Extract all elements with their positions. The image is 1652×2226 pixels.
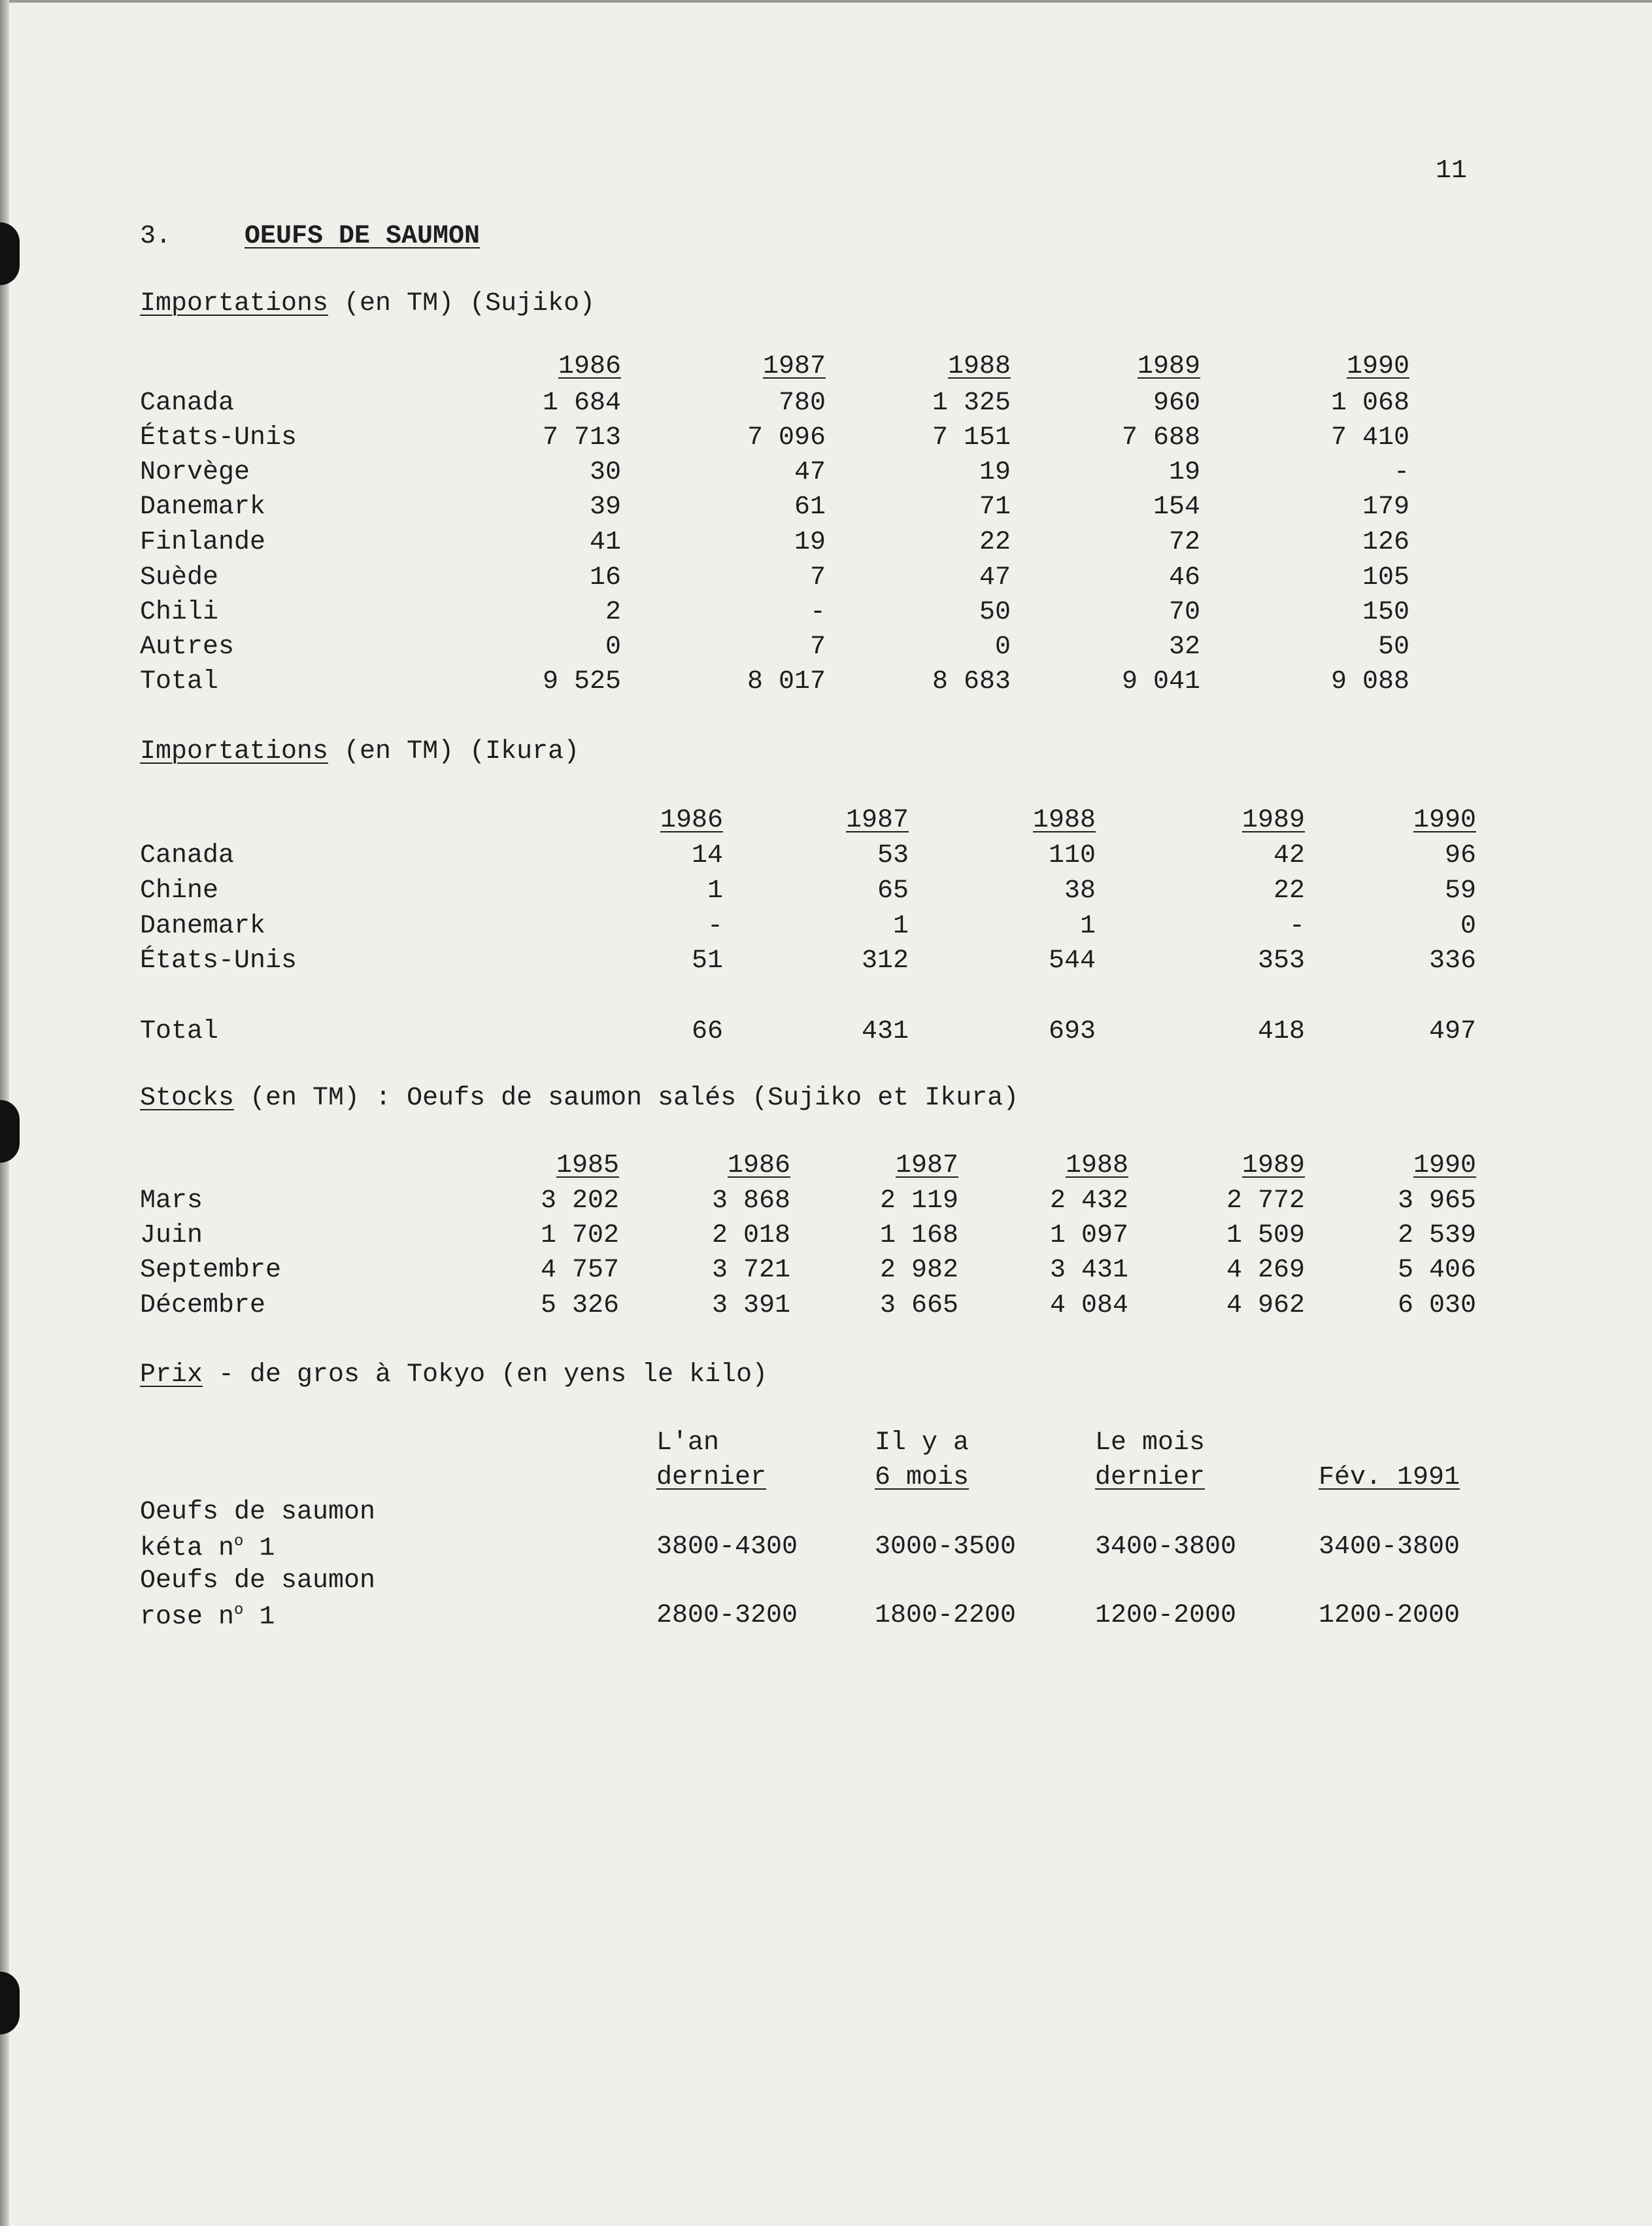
ikura-heading-rest: (en TM) (Ikura): [328, 737, 580, 766]
table-cell: 353: [1257, 946, 1305, 976]
table-cell: 154: [1153, 492, 1200, 522]
table-cell: 71: [979, 492, 1011, 522]
row-label: Chili: [140, 598, 219, 627]
year-header: 1987: [895, 1151, 958, 1180]
table-cell: 8 017: [747, 667, 826, 696]
table-cell: 0: [605, 632, 621, 662]
table-cell: 179: [1362, 492, 1409, 522]
stocks-heading-link: Stocks: [140, 1084, 235, 1113]
year-header: 1988: [1032, 806, 1096, 835]
row-label: Total: [140, 667, 219, 696]
table-cell: 19: [979, 458, 1011, 487]
table-cell: 126: [1362, 528, 1409, 557]
table-cell: 2 772: [1226, 1186, 1305, 1216]
prices-heading: [140, 1362, 767, 1388]
table-cell: 7 688: [1121, 423, 1200, 453]
table-cell: 32: [1168, 632, 1200, 662]
year-header: 1988: [947, 352, 1011, 381]
table-cell: 1 702: [540, 1221, 619, 1250]
row-label: Juin: [140, 1221, 203, 1250]
year-header: 1986: [727, 1151, 790, 1180]
price-row-sublabel-sup: o: [234, 1601, 244, 1619]
price-cell: 3400-3800: [1319, 1532, 1460, 1562]
stocks-heading: [140, 1086, 1019, 1112]
table-cell: 50: [1377, 632, 1409, 662]
year-header: 1990: [1413, 1151, 1476, 1180]
table-cell: -: [1393, 458, 1409, 487]
table-cell: 150: [1362, 598, 1409, 627]
table-cell: -: [707, 912, 723, 941]
year-header: 1990: [1346, 352, 1409, 381]
section-number: 3.: [140, 222, 172, 251]
year-header: 1990: [1413, 806, 1476, 835]
table-cell: 22: [1273, 876, 1305, 906]
punch-hole: [0, 1100, 20, 1163]
table-cell: 72: [1168, 528, 1200, 557]
table-cell: 3 391: [711, 1291, 790, 1320]
year-header: 1985: [556, 1151, 619, 1180]
table-cell: 3 665: [879, 1291, 958, 1320]
price-col-header-line1: Le mois: [1095, 1428, 1205, 1458]
row-label: Autres: [140, 632, 235, 662]
table-cell: 110: [1048, 841, 1096, 870]
section-title: OEUFS DE SAUMON: [244, 222, 480, 251]
table-cell: 0: [1460, 912, 1476, 941]
table-cell: 66: [691, 1017, 723, 1046]
price-row-sublabel-sup: o: [234, 1533, 244, 1550]
table-cell: 7 713: [542, 423, 621, 453]
table-cell: 5 406: [1397, 1256, 1476, 1285]
sujiko-heading-rest: (en TM) (Sujiko): [328, 289, 596, 318]
page-number: 11: [1436, 156, 1468, 186]
row-label: Total: [140, 1017, 219, 1046]
price-col-header-line2: 6 mois: [875, 1463, 969, 1492]
page-top-edge: [0, 0, 1652, 3]
sujiko-heading: [140, 291, 595, 317]
table-cell: 7: [809, 632, 826, 662]
year-header: 1987: [762, 352, 826, 381]
table-cell: 9 088: [1330, 667, 1409, 696]
table-cell: 42: [1273, 841, 1305, 870]
table-cell: 0: [994, 632, 1011, 662]
row-label: Mars: [140, 1186, 203, 1216]
price-cell: 1800-2200: [875, 1601, 1017, 1630]
row-label: Septembre: [140, 1256, 282, 1285]
table-cell: 312: [861, 946, 909, 976]
price-row-sublabel-text: rose n: [140, 1602, 235, 1632]
price-row-sublabel-num: 1: [243, 1602, 275, 1632]
table-cell: 4 084: [1049, 1291, 1128, 1320]
table-cell: 96: [1444, 841, 1476, 870]
table-cell: 22: [979, 528, 1011, 557]
row-label: Finlande: [140, 528, 266, 557]
table-cell: 70: [1168, 598, 1200, 627]
price-col-header-line1: Il y a: [875, 1428, 969, 1458]
punch-hole: [0, 1972, 20, 2034]
table-cell: 65: [877, 876, 909, 906]
table-cell: 1 509: [1226, 1221, 1305, 1250]
table-cell: 780: [778, 388, 826, 418]
table-cell: 2 982: [879, 1256, 958, 1285]
table-cell: 418: [1257, 1017, 1305, 1046]
year-header: 1987: [845, 806, 909, 835]
price-col-header-line1: L'an: [656, 1428, 720, 1458]
table-cell: 19: [794, 528, 826, 557]
ikura-heading: [140, 739, 579, 765]
table-cell: 16: [589, 563, 621, 592]
table-cell: 7 410: [1330, 423, 1409, 453]
table-cell: 4 269: [1226, 1256, 1305, 1285]
price-cell: 2800-3200: [656, 1601, 798, 1630]
row-label: Norvège: [140, 458, 250, 487]
ikura-heading-link: Importations: [140, 737, 329, 766]
price-row-sublabel-text: kéta n: [140, 1533, 235, 1564]
row-label: Canada: [140, 841, 235, 870]
row-label: États-Unis: [140, 946, 297, 976]
price-cell: 3800-4300: [656, 1532, 798, 1562]
table-cell: 9 041: [1121, 667, 1200, 696]
table-cell: 3 721: [711, 1256, 790, 1285]
price-row-sublabel: [140, 1603, 275, 1630]
table-cell: 960: [1153, 388, 1200, 418]
sujiko-heading-link: Importations: [140, 289, 329, 318]
table-cell: 1: [1079, 912, 1096, 941]
price-row-sublabel: [140, 1534, 275, 1562]
table-cell: 59: [1444, 876, 1476, 906]
table-cell: 50: [979, 598, 1011, 627]
table-cell: 1 097: [1049, 1221, 1128, 1250]
table-cell: 7 096: [747, 423, 826, 453]
table-cell: 9 525: [542, 667, 621, 696]
table-cell: 1 684: [542, 388, 621, 418]
table-cell: 5 326: [540, 1291, 619, 1320]
year-header: 1986: [660, 806, 723, 835]
year-header: 1989: [1137, 352, 1200, 381]
year-header: 1988: [1065, 1151, 1128, 1180]
table-cell: 1 325: [932, 388, 1011, 418]
table-cell: 2 119: [879, 1186, 958, 1216]
row-label: États-Unis: [140, 423, 297, 453]
prices-heading-rest: - de gros à Tokyo (en yens le kilo): [203, 1360, 768, 1390]
price-cell: 3000-3500: [875, 1532, 1017, 1562]
table-cell: 1 168: [879, 1221, 958, 1250]
table-cell: 41: [589, 528, 621, 557]
table-cell: 7 151: [932, 423, 1011, 453]
table-cell: 693: [1048, 1017, 1096, 1046]
table-cell: 14: [691, 841, 723, 870]
price-cell: 1200-2000: [1319, 1601, 1460, 1630]
table-cell: 1 068: [1330, 388, 1409, 418]
table-cell: 46: [1168, 563, 1200, 592]
price-cell: 3400-3800: [1095, 1532, 1237, 1562]
price-cell: 1200-2000: [1095, 1601, 1237, 1630]
punch-hole: [0, 222, 20, 285]
table-cell: 39: [589, 492, 621, 522]
year-header: 1986: [558, 352, 621, 381]
table-cell: 2 539: [1397, 1221, 1476, 1250]
table-cell: 105: [1362, 563, 1409, 592]
price-row-label: Oeufs de saumon: [140, 1498, 376, 1527]
row-label: Danemark: [140, 912, 266, 941]
table-cell: 6 030: [1397, 1291, 1476, 1320]
prices-heading-link: Prix: [140, 1360, 203, 1390]
table-cell: 4 962: [1226, 1291, 1305, 1320]
table-cell: -: [809, 598, 826, 627]
table-cell: 3 431: [1049, 1256, 1128, 1285]
table-cell: -: [1289, 912, 1305, 941]
table-cell: 61: [794, 492, 826, 522]
price-col-header-line2: dernier: [656, 1463, 767, 1492]
year-header: 1989: [1241, 806, 1305, 835]
row-label: Canada: [140, 388, 235, 418]
table-cell: 497: [1428, 1017, 1476, 1046]
table-cell: 3 202: [540, 1186, 619, 1216]
table-cell: 2 432: [1049, 1186, 1128, 1216]
row-label: Chine: [140, 876, 219, 906]
table-cell: 30: [589, 458, 621, 487]
year-header: 1989: [1241, 1151, 1305, 1180]
stocks-heading-rest: (en TM) : Oeufs de saumon salés (Sujiko et Ikura): [234, 1084, 1019, 1113]
table-cell: 47: [979, 563, 1011, 592]
price-row-label: Oeufs de saumon: [140, 1566, 376, 1596]
row-label: Suède: [140, 563, 219, 592]
table-cell: 38: [1064, 876, 1096, 906]
table-cell: 8 683: [932, 667, 1011, 696]
table-cell: 3 965: [1397, 1186, 1476, 1216]
table-cell: 3 868: [711, 1186, 790, 1216]
table-cell: 19: [1168, 458, 1200, 487]
table-cell: 7: [809, 563, 826, 592]
table-cell: 2: [605, 598, 621, 627]
row-label: Décembre: [140, 1291, 266, 1320]
table-cell: 1: [892, 912, 909, 941]
table-cell: 1: [707, 876, 723, 906]
table-cell: 431: [861, 1017, 909, 1046]
table-cell: 544: [1048, 946, 1096, 976]
table-cell: 2 018: [711, 1221, 790, 1250]
price-col-header-line2: dernier: [1095, 1463, 1205, 1492]
row-label: Danemark: [140, 492, 266, 522]
table-cell: 336: [1428, 946, 1476, 976]
table-cell: 53: [877, 841, 909, 870]
table-cell: 4 757: [540, 1256, 619, 1285]
table-cell: 51: [691, 946, 723, 976]
price-col-header-line2: Fév. 1991: [1319, 1463, 1460, 1492]
table-cell: 47: [794, 458, 826, 487]
price-row-sublabel-num: 1: [243, 1533, 275, 1564]
